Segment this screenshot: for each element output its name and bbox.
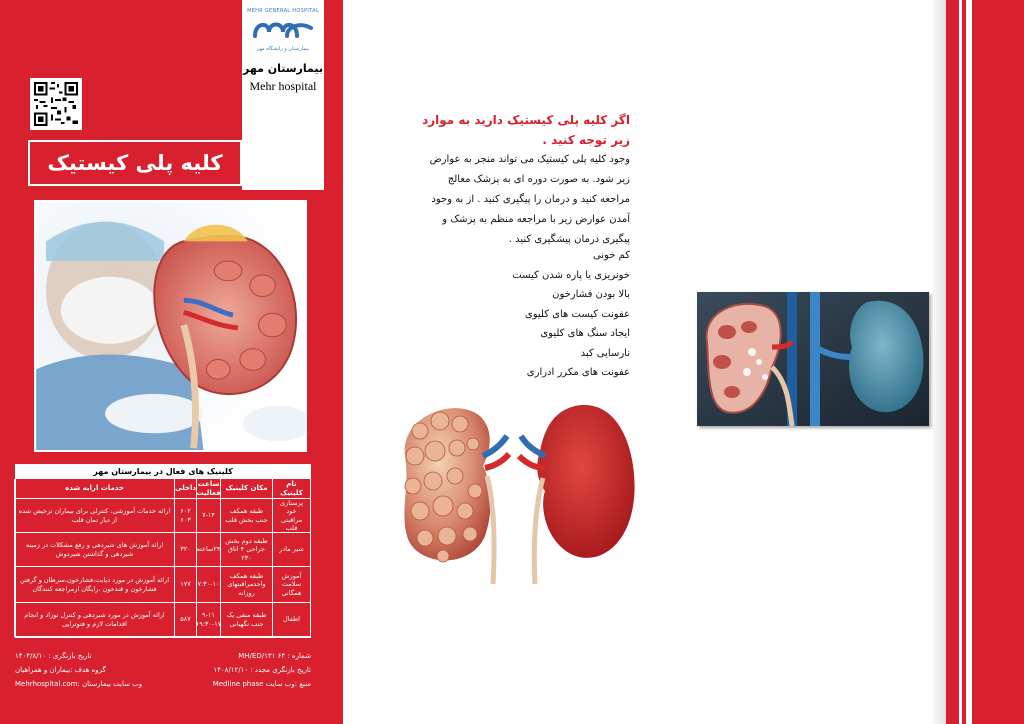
list-item: عفونت کیست های کلیوی [524, 308, 630, 320]
table-cell: ۷:۳۰-۱۰ [196, 567, 220, 603]
table-cell: طبقه دوم بخش جراحی ۴ اتاق ۲۳۰ [220, 533, 272, 567]
article-heading: اگر کلیه پلی کیستیک دارید به موارد زیر توجه کنید . [422, 113, 630, 147]
table-cell: ۲۴ساعته [196, 533, 220, 567]
table-header: ساعت فعالیت [196, 479, 220, 499]
left-panel [0, 0, 343, 724]
table-cell: پرستاری خود مراقبتی قلب [272, 499, 310, 533]
doctor-kidney-photo [34, 200, 307, 452]
right-border-stripe [946, 0, 959, 724]
right-border-stripe [962, 0, 966, 724]
list-item: عفونت های مکرر ادراری [526, 367, 630, 378]
target-group: گروه هدف :بیماران و همراهیان [15, 666, 106, 674]
table-cell: ۶۰۲ ۶۰۳ [174, 499, 196, 533]
right-border-stripe [972, 0, 1024, 724]
list-item: نارسایی کبد [580, 347, 630, 359]
table-cell: ۱۷۷ [174, 567, 196, 603]
clinic-table-grid [16, 479, 310, 637]
complications-list [480, 246, 630, 383]
hospital-logo-icon [251, 18, 315, 40]
table-cell: طبقه همکف جنب بخش قلب [220, 499, 272, 533]
table-header: مکان کلینیک [220, 479, 272, 499]
table-cell: آموزش سلامت همگانی [272, 567, 310, 603]
page-fold-shadow [930, 0, 946, 724]
kidney-anatomy-image [697, 292, 929, 426]
brochure-title-box [28, 140, 242, 186]
table-cell: ارائه آموزش در مورد دیابت،فشارخون،سرطان و گرفتن فشارخون و قندخون ،رایگان ازمراجعه کنندگان [14, 567, 174, 603]
logo-tagline: بیمارستان و زایشگاه مهر [256, 46, 310, 52]
qr-code-icon [30, 78, 82, 130]
list-item: خونریزی یا پاره شدن کیست [512, 269, 630, 281]
table-cell: ارائه خدمات آموزشی، کنترلی برای بیماران ترخیص شده از دیار تمان قلب [14, 499, 174, 533]
table-cell: ۹-۱۱ ۱۹:۳۰-۱۷ [196, 603, 220, 637]
kidney-comparison-illustration [395, 396, 640, 586]
table-header: داخلی [174, 479, 196, 499]
website-text: وب سایت بیمارستان :Mehrhospital.com [15, 680, 143, 688]
table-cell: ۷-۱۴ [196, 499, 220, 533]
clinic-table-title: کلینیک های فعال در بیمارستان مهر [16, 465, 310, 479]
table-cell: طبقه منفی یک جنب نگهبانی [220, 603, 272, 637]
hospital-name-en: Mehr hospital [249, 79, 317, 93]
compile-date: تاریخ بازنگری : ۱۴۰۴/۸/۱۰ [15, 652, 92, 660]
table-cell: شیر مادر [272, 533, 310, 567]
table-header: خدمات ارایه شده [14, 479, 174, 499]
review-date: تاریخ بازنگری مجدد : ۱۴۰۸/۱۲/۱۰ [213, 666, 311, 674]
article-paragraph: وجود کلیه پلی کیستیک می تواند منجر به عوارض زیر شود. به صورت دوره ای به پزشک معالج مراجعه کنید و درمان را پیگیری کنید . از به وجود آمدن عوارض زیر با مراجعه منظم به پزشک و پیگیری درمان پیشگیری کنید . [429, 154, 630, 245]
logo-top-text: MEHR GENERAL HOSPITAL [247, 8, 319, 14]
table-cell: ۵۸۷ [174, 603, 196, 637]
hospital-logo-block [242, 0, 324, 190]
hospital-name-fa: بیمارستان مهر [242, 62, 324, 75]
table-cell: ارائه آموزش های شیردهی و رفع مشکلات در زمینه شیردهی و گذاشتن شیردوش [14, 533, 174, 567]
table-cell: طبقه همکف واحدمراقبتهای روزانه [220, 567, 272, 603]
table-header: نام کلینیک [272, 479, 310, 499]
source-text: منبع :وب سایت Medline phase [212, 680, 311, 688]
table-cell: اطفال [272, 603, 310, 637]
table-cell: ارائه آموزش در مورد شیردهی و کنترل نوزاد و انجام اقدامات لازم و فتوتراپی [14, 603, 174, 637]
table-cell: ۳۲۰ [174, 533, 196, 567]
brochure-title: کلیه پلی کیستیک [47, 151, 223, 175]
document-footer [15, 652, 311, 712]
list-item: بالا بودن فشارخون [552, 289, 630, 300]
clinic-table [15, 464, 311, 638]
list-item: کم خونی [592, 250, 630, 261]
list-item: ایجاد سنگ های کلیوی [540, 328, 630, 339]
document-code: شماره : MH/ED/۱۳۱ ۶۴ [238, 652, 311, 660]
